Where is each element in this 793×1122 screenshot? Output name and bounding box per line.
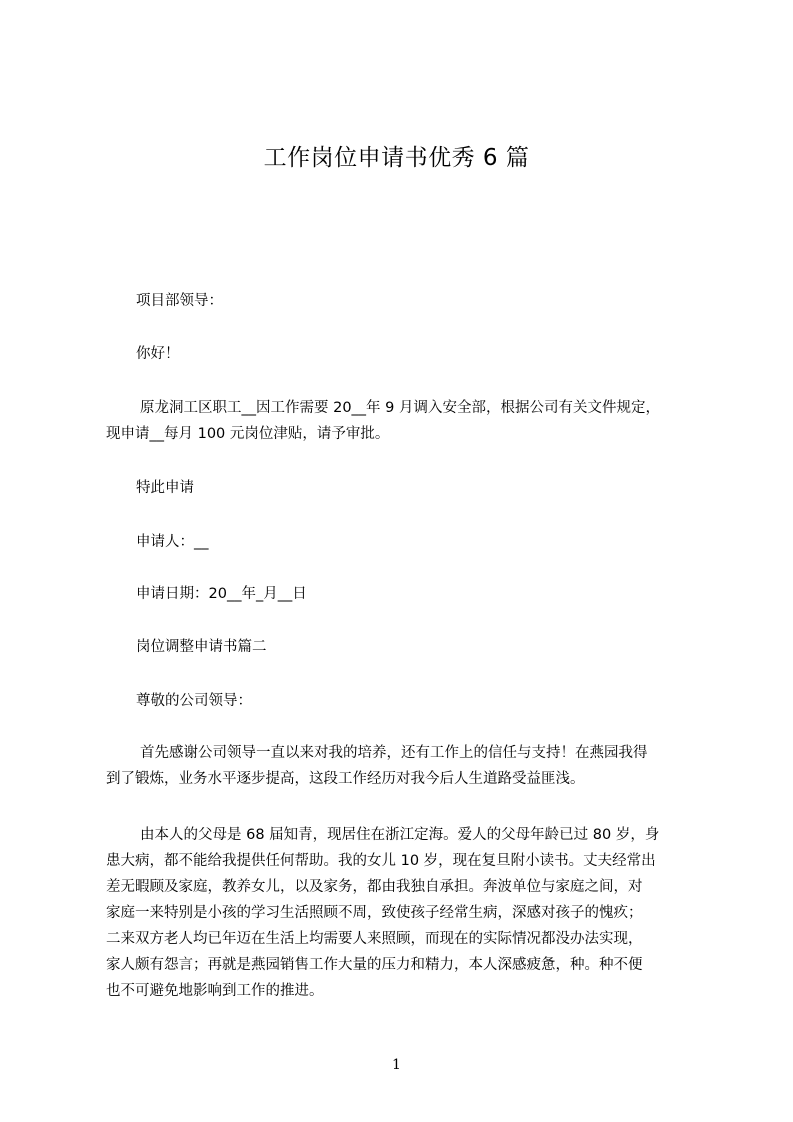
paragraph-applicant bbox=[106, 529, 700, 555]
section-heading bbox=[106, 634, 700, 660]
text-line: 尊敬的公司领导： bbox=[136, 693, 252, 709]
text-line: 二来双方老人均已年迈在生活上均需要人来照顾，而现在的实际情况都没办法实现， bbox=[106, 931, 643, 947]
paragraph-family-situation bbox=[106, 822, 700, 1004]
text-line: 项目部领导： bbox=[136, 293, 223, 309]
page-number: 1 bbox=[392, 1057, 401, 1073]
text-line: 差无暇顾及家庭，教养女儿，以及家务，都由我独自承担。奔波单位与家庭之间，对 bbox=[106, 879, 643, 895]
paragraph-greeting bbox=[106, 341, 700, 367]
text-line: 也不可避免地影响到工作的推进。 bbox=[106, 983, 324, 999]
text-line: 现申请__每月 100 元岗位津贴，请予审批。 bbox=[106, 426, 390, 442]
text-line: 到了锻炼，业务水平逐步提高，这段工作经历对我今后人生道路受益匪浅。 bbox=[106, 771, 585, 787]
paragraph-thanks bbox=[106, 740, 700, 792]
text-line: 首先感谢公司领导一直以来对我的培养，还有工作上的信任与支持！在燕园我得 bbox=[140, 745, 648, 761]
text-line: 家人颇有怨言；再就是燕园销售工作大量的压力和精力，本人深感疲惫，种。种不便 bbox=[106, 957, 643, 973]
text-line: 岗位调整申请书篇二 bbox=[136, 639, 267, 655]
text-line: 患大病，都不能给我提供任何帮助。我的女儿 10 岁，现在复旦附小读书。丈夫经常出 bbox=[106, 853, 656, 869]
text-line: 家庭一来特别是小孩的学习生活照顾不周，致使孩子经常生病，深感对孩子的愧疚； bbox=[106, 905, 643, 921]
text-line: 特此申请 bbox=[136, 480, 194, 496]
paragraph-date bbox=[106, 581, 700, 607]
paragraph-salutation bbox=[106, 288, 700, 314]
paragraph-request-body bbox=[106, 395, 700, 447]
paragraph-closing bbox=[106, 475, 700, 501]
text-line: 由本人的父母是 68 届知青，现居住在浙江定海。爱人的父母年龄已过 80 岁，身 bbox=[140, 827, 660, 843]
document-title: 工作岗位申请书优秀 6 篇 bbox=[263, 145, 530, 171]
paragraph-salutation-2 bbox=[106, 688, 700, 714]
text-line: 你好！ bbox=[136, 346, 180, 362]
text-line: 原龙洞工区职工__因工作需要 20__年 9 月调入安全部，根据公司有关文件规定， bbox=[140, 400, 661, 416]
text-line: 申请人：__ bbox=[136, 534, 209, 550]
text-line: 申请日期：20__年_月__日 bbox=[136, 586, 307, 602]
